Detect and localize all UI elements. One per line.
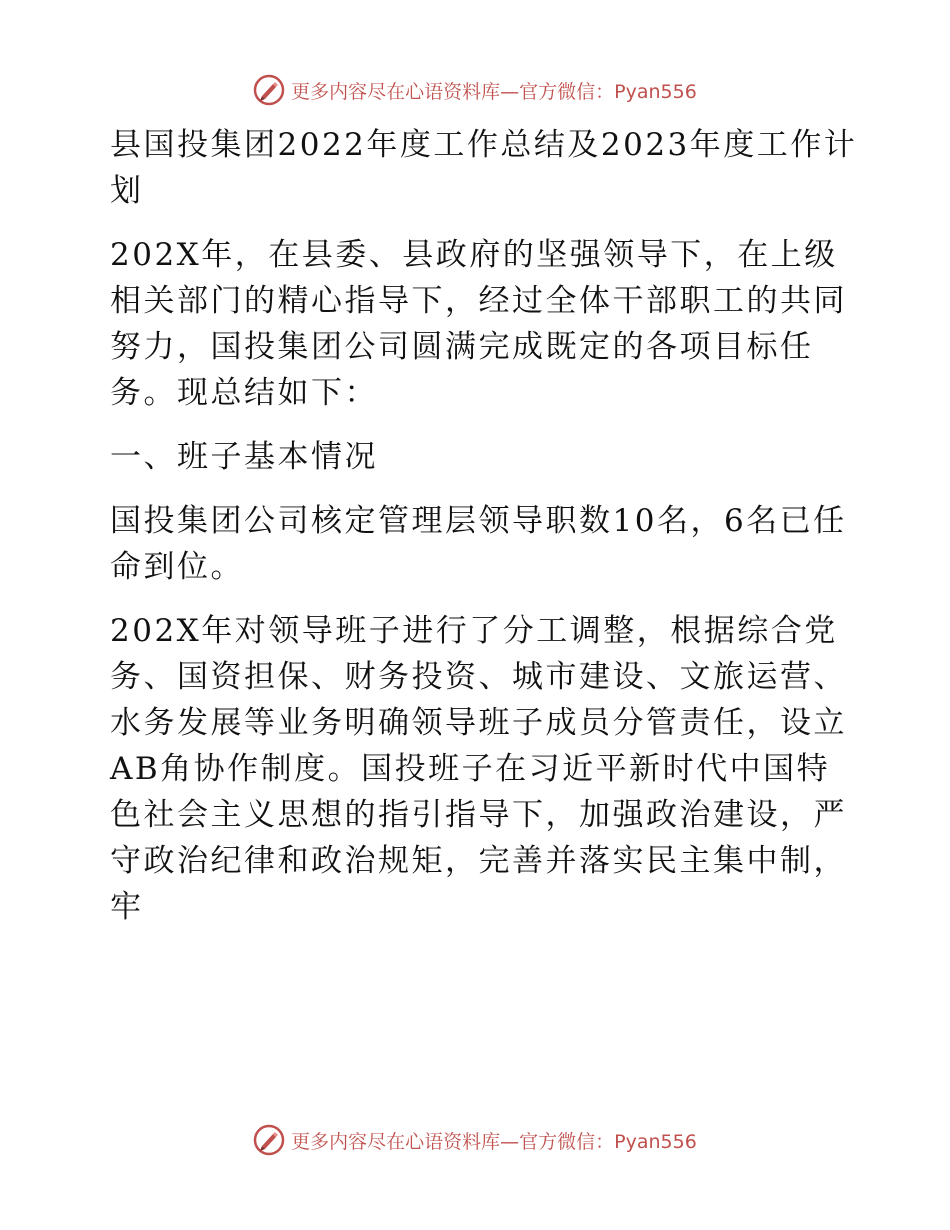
paragraph-leadership-count: 国投集团公司核定管理层领导职数10名，6名已任命到位。 xyxy=(110,503,847,585)
document-title: 县国投集团2022年度工作总结及2023年度工作计划 xyxy=(110,127,858,209)
paragraph-intro: 202X年，在县委、县政府的坚强领导下，在上级相关部门的精心指导下，经过全体干部职工的共同努力，国投集团公司圆满完成既定的各项目标任务。现总结如下： xyxy=(110,237,847,411)
pen-logo-icon xyxy=(253,74,285,106)
watermark-banner-top xyxy=(0,72,950,108)
watermark-banner-bottom xyxy=(0,1122,950,1158)
section-heading: 一、班子基本情况 xyxy=(110,439,378,475)
watermark-text: 更多内容尽在心语资料库—官方微信：Pyan556 xyxy=(291,1130,697,1153)
pen-logo-icon xyxy=(253,1124,285,1156)
paragraph-division-of-work: 202X年对领导班子进行了分工调整，根据综合党务、国资担保、财务投资、城市建设、文旅运营、水务发展等业务明确领导班子成员分管责任，设立AB角协作制度。国投班子在习近平新时代中国特色社会主义思想的指引指导下，加强政治建设，严守政治纪律和政治规矩，完善并落实民主集中制，牢 xyxy=(110,613,847,925)
document-body xyxy=(98,122,858,930)
watermark-text: 更多内容尽在心语资料库—官方微信：Pyan556 xyxy=(291,80,697,103)
